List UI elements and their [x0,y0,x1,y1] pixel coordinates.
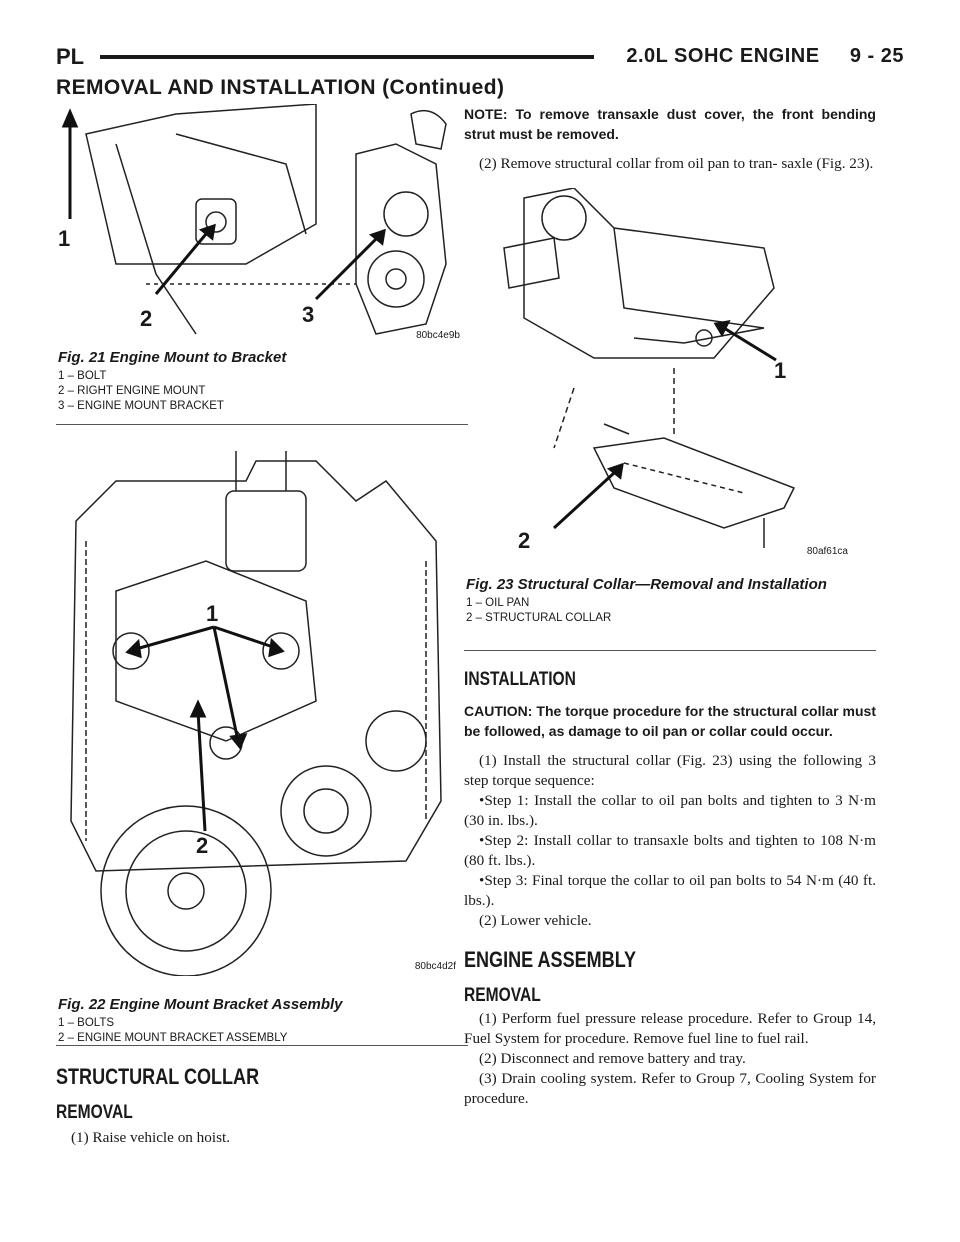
legend-item: 2 – STRUCTURAL COLLAR [466,612,612,624]
figure-22 [56,441,468,1046]
section-structural-collar: STRUCTURAL COLLAR [56,1064,260,1089]
fig21-caption: Fig. 21 Engine Mount to Bracket [58,349,287,366]
fig21-legend [56,370,468,412]
subsection-installation: INSTALLATION [464,669,576,690]
step-remove-collar: (2) Remove structural collar from oil pan to tran- saxle (Fig. 23). [479,155,874,172]
caution-torque: CAUTION: The torque procedure for the structural collar must be followed, as damage to oil pan or collar could occur. [464,703,876,739]
header-rule [100,55,594,59]
figure-21 [56,104,468,425]
fig21-callout-2: 2 [140,306,153,331]
legend-item: 2 – RIGHT ENGINE MOUNT [58,385,206,397]
step-cooling: (3) Drain cooling system. Refer to Group 7, Cooling System for procedure. [464,1070,876,1107]
step-lower-vehicle: (2) Lower vehicle. [479,912,592,929]
fig23-code: 80af61ca [806,546,848,557]
fig23-legend [464,597,876,624]
fig21-callout-1: 1 [58,226,71,251]
step-install-collar: (1) Install the structural collar (Fig. 23) using the following 3 step torque sequence: [464,752,876,789]
header-right: 2.0L SOHC ENGINE 9 - 25 [626,45,904,67]
fig22-caption: Fig. 22 Engine Mount Bracket Assembly [58,996,343,1013]
legend-item: 1 – BOLT [58,370,107,382]
step-battery: (2) Disconnect and remove battery and tray. [479,1050,746,1067]
fig22-legend [56,1017,468,1044]
fig23-callout-1: 1 [774,358,787,383]
fig23-callout-2: 2 [518,528,531,553]
fig22-code: 80bc4d2f [414,961,456,972]
figure-23-illustration [464,188,876,568]
step-fuel-pressure: (1) Perform fuel pressure release procedure. Refer to Group 14, Fuel System for procedure. Remove fuel line to fuel rail. [464,1010,876,1047]
legend-item: 1 – OIL PAN [466,597,530,609]
header-left: PL [56,44,85,69]
fig22-callout-2: 2 [196,833,209,858]
legend-item: 1 – BOLTS [58,1017,115,1029]
section-engine-assembly: ENGINE ASSEMBLY [464,947,637,972]
page-header [56,44,904,74]
figure-23 [464,188,876,651]
subsection-removal: REMOVAL [56,1102,133,1123]
figure-22-illustration [56,441,468,976]
bullet-step-1: •Step 1: Install the collar to oil pan bolts and tighten to 3 N·m (30 in. lbs.). [464,792,876,829]
fig22-callout-1: 1 [206,601,219,626]
fig21-callout-3: 3 [302,302,315,327]
bullet-step-2: •Step 2: Install collar to transaxle bolts and tighten to 108 N·m (80 ft. lbs.). [464,832,876,869]
right-column [464,104,876,1109]
legend-item: 3 – ENGINE MOUNT BRACKET [58,400,224,412]
note-dust-cover: NOTE: To remove transaxle dust cover, the front bending strut must be removed. [464,106,876,142]
continued-title: REMOVAL AND INSTALLATION (Continued) [56,76,505,99]
fig21-code: 80bc4e9b [416,330,460,341]
figure-21-illustration [56,104,468,349]
legend-item: 2 – ENGINE MOUNT BRACKET ASSEMBLY [58,1032,288,1044]
bullet-step-3: •Step 3: Final torque the collar to oil pan bolts to 54 N·m (40 ft. lbs.). [464,872,876,909]
left-column [56,104,468,1148]
fig23-caption: Fig. 23 Structural Collar—Removal and Installation [466,576,827,593]
subsection-removal-engine: REMOVAL [464,985,541,1006]
step-raise-vehicle: (1) Raise vehicle on hoist. [71,1129,231,1146]
